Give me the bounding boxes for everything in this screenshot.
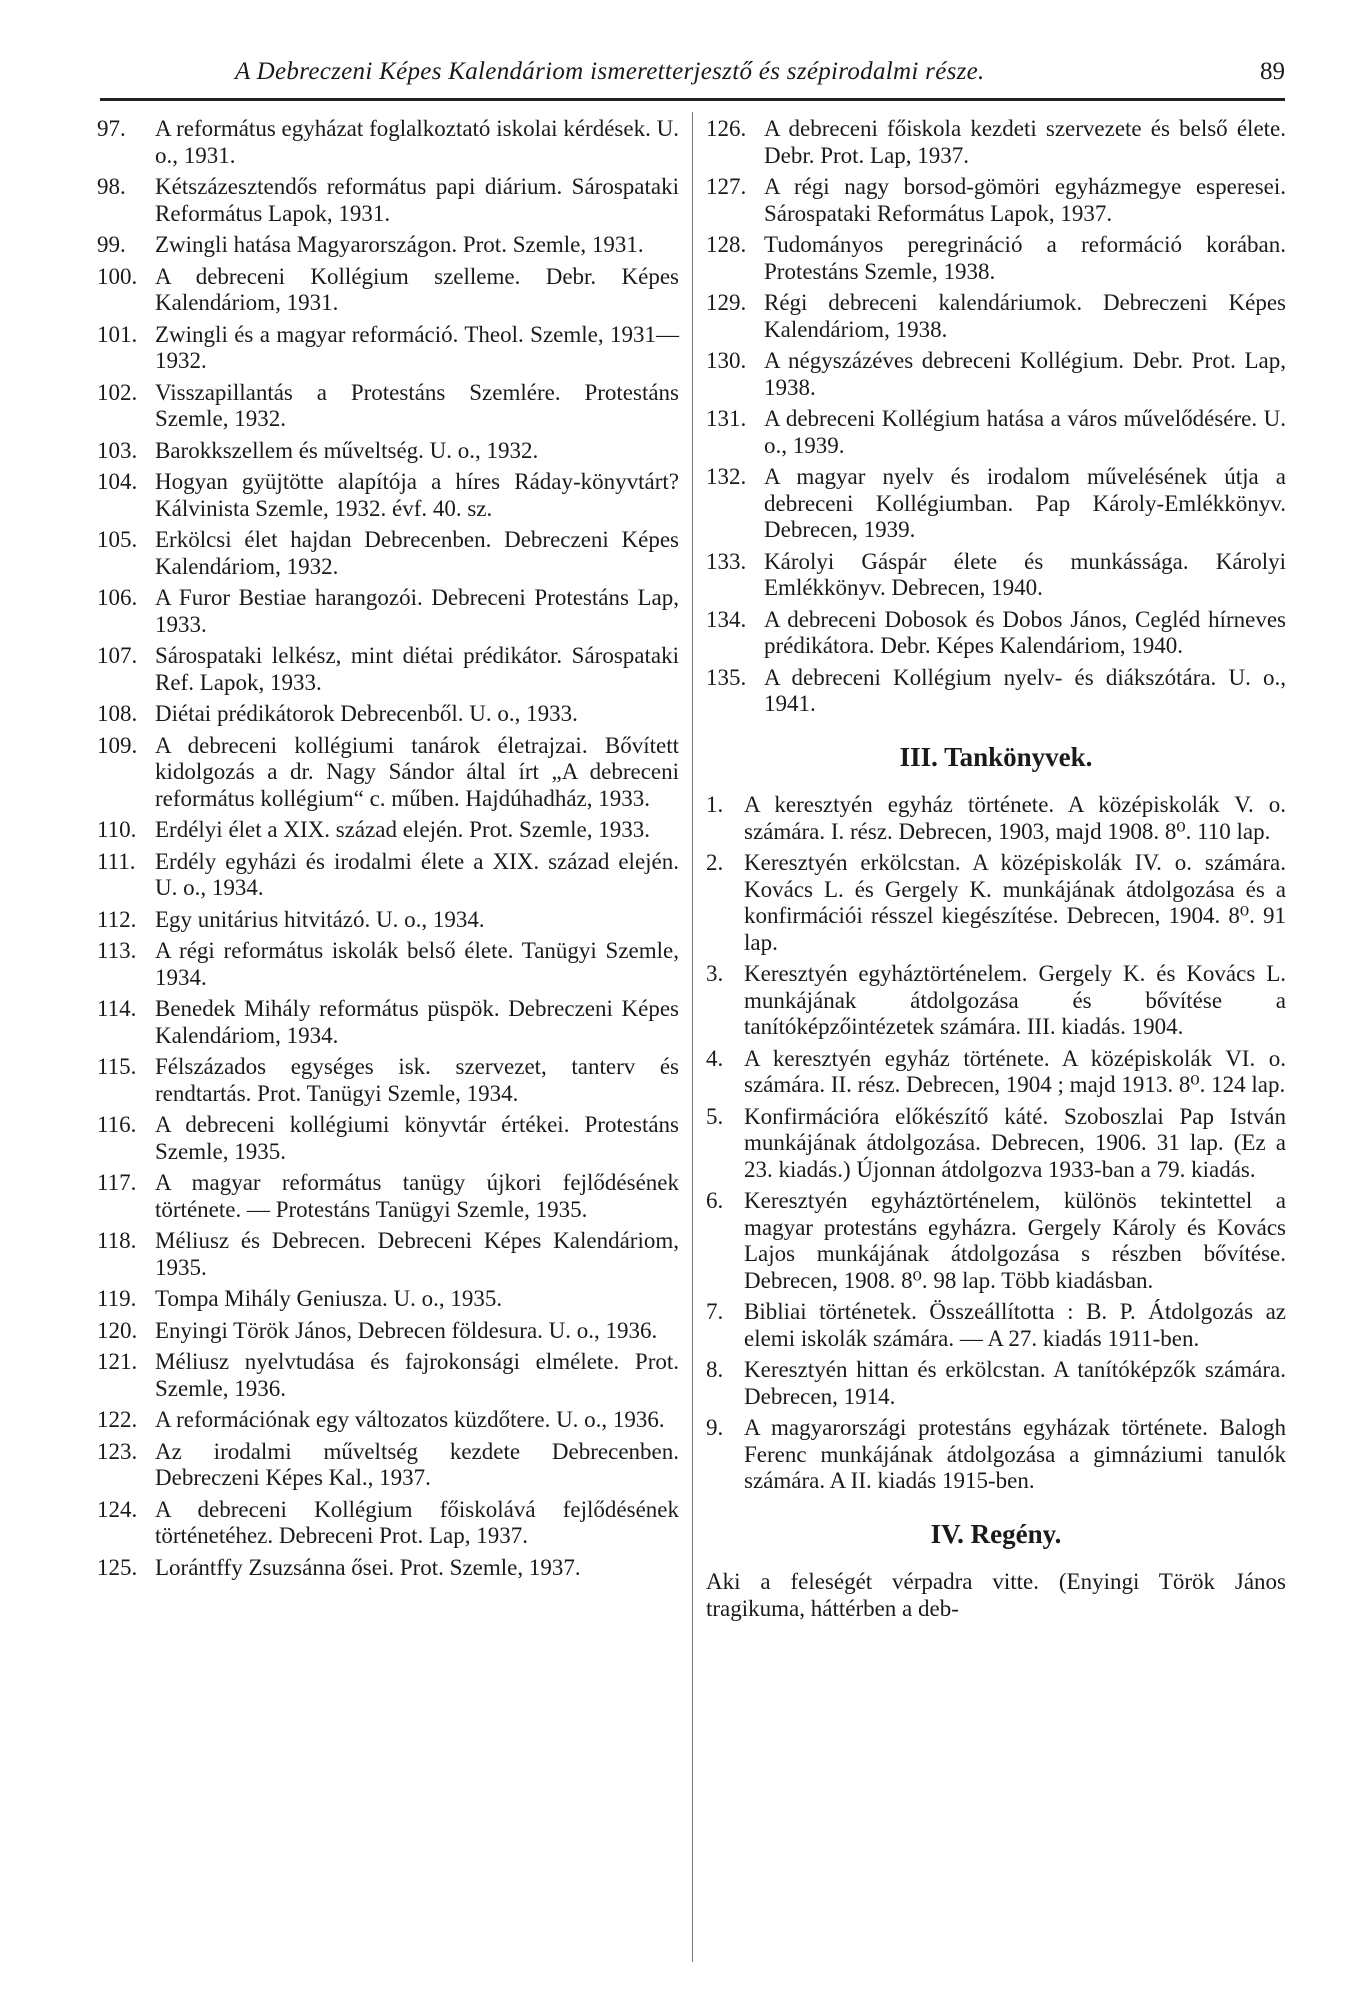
section-heading-textbooks: III. Tankönyvek. — [899, 741, 1093, 772]
bibliography-entry — [706, 607, 1286, 660]
bibliography-entry — [706, 290, 1286, 343]
entry-text: Erdélyi élet a XIX. század elején. Prot. Szemle, 1933. — [155, 817, 650, 842]
entry-number: 122. — [97, 1407, 138, 1432]
entry-text: Kétszázesztendős református papi diárium. Sárospataki Református Lapok, 1931. — [155, 174, 679, 226]
entry-number: 99. — [97, 232, 126, 257]
entry-text: Félszázados egységes isk. szervezet, tanterv és rendtartás. Prot. Tanügyi Szemle, 1934. — [155, 1054, 679, 1106]
bibliography-entry — [97, 322, 679, 375]
entry-number: 114. — [97, 996, 137, 1021]
bibliography-entry — [97, 1318, 679, 1345]
entry-number: 2. — [706, 850, 724, 875]
entry-number: 134. — [706, 606, 747, 632]
bibliography-entry — [97, 1555, 679, 1582]
entry-number: 116. — [97, 1112, 137, 1137]
bibliography-entry — [706, 1415, 1286, 1495]
bibliography-entry — [97, 643, 679, 696]
bibliography-entry — [97, 1407, 679, 1434]
entry-text: A régi református iskolák belső élete. Tanügyi Szemle, 1934. — [155, 938, 679, 990]
entry-number: 128. — [706, 232, 747, 257]
bibliography-entry — [706, 1299, 1286, 1352]
bibliography-entry — [97, 907, 679, 934]
entry-number: 131. — [706, 406, 747, 431]
bibliography-entry — [97, 733, 679, 813]
bibliography-entry — [97, 1170, 679, 1223]
entry-text: A keresztyén egyház története. A középiskolák V. o. számára. I. rész. Debrecen, 1903, majd 1908. 8⁰. 110 lap. — [744, 792, 1286, 844]
entry-text: A keresztyén egyház története. A középiskolák VI. o. számára. II. rész. Debrecen, 1904 ; majd 1913. 8⁰. 124 lap. — [744, 1045, 1286, 1097]
bibliography-entry — [706, 665, 1286, 718]
entry-number: 126. — [706, 116, 747, 141]
bibliography-entry — [706, 1046, 1286, 1099]
entry-number: 8. — [706, 1357, 724, 1382]
entry-number: 135. — [706, 664, 747, 690]
bibliography-entry — [97, 116, 679, 169]
bibliography-entry — [97, 469, 679, 522]
entry-text: Régi debreceni kalendáriumok. Debreczeni Képes Kalendáriom, 1938. — [764, 290, 1286, 342]
bibliography-entry — [97, 380, 679, 433]
bibliography-entry — [97, 1349, 679, 1402]
entry-text: Bibliai történetek. Összeállította : B. P. Átdolgozás az elemi iskolák számára. — A 27. kiadás 1911-ben. — [744, 1299, 1286, 1351]
bibliography-entry — [97, 232, 679, 259]
textbook-list — [706, 792, 1286, 1495]
bibliography-entry — [706, 1104, 1286, 1184]
bibliography-entry — [97, 817, 679, 844]
entry-number: 132. — [706, 464, 747, 489]
bibliography-entry — [97, 1112, 679, 1165]
running-header — [100, 58, 1285, 92]
entry-number: 117. — [97, 1170, 137, 1195]
entry-number: 120. — [97, 1317, 138, 1343]
entry-text: A debreceni Kollégium főiskolává fejlődésének történetéhez. Debreceni Prot. Lap, 1937. — [155, 1496, 679, 1548]
entry-number: 98. — [97, 174, 126, 199]
entry-number: 127. — [706, 174, 747, 199]
entry-number: 9. — [706, 1415, 724, 1440]
entry-text: A debreceni Kollégium szelleme. Debr. Képes Kalendáriom, 1931. — [155, 263, 679, 315]
entry-number: 129. — [706, 290, 747, 315]
entry-number: 7. — [706, 1299, 724, 1324]
entry-text: A debreceni Kollégium hatása a város művelődésére. U. o., 1939. — [764, 406, 1286, 458]
right-column — [706, 116, 1286, 1622]
entry-number: 113. — [97, 938, 137, 963]
bibliography-entry — [706, 116, 1286, 169]
entry-text: Erdély egyházi és irodalmi élete a XIX. század elején. U. o., 1934. — [155, 848, 679, 900]
entry-text: Méliusz nyelvtudása és fajrokonsági elmélete. Prot. Szemle, 1936. — [155, 1349, 679, 1401]
entry-text: A debreceni Kollégium nyelv- és diákszótára. U. o., 1941. — [764, 664, 1286, 716]
entry-text: Az irodalmi műveltség kezdete Debrecenben. Debreczeni Képes Kal., 1937. — [155, 1438, 679, 1490]
entry-text: Keresztyén hittan és erkölcstan. A tanítóképzők számára. Debrecen, 1914. — [744, 1357, 1286, 1409]
entry-text: A magyar nyelv és irodalom művelésének útja a debreceni Kollégiumban. Pap Károly-Emlékkönyv. Debrecen, 1939. — [764, 464, 1286, 542]
entry-number: 115. — [97, 1054, 137, 1079]
entry-text: Lorántffy Zsuzsánna ősei. Prot. Szemle, 1937. — [155, 1554, 581, 1580]
entry-number: 103. — [97, 437, 138, 463]
bibliography-entry — [97, 438, 679, 465]
entry-text: A debreceni kollégiumi könyvtár értékei. Protestáns Szemle, 1935. — [155, 1112, 679, 1164]
entry-number: 102. — [97, 379, 138, 405]
entry-text: A debreceni főiskola kezdeti szervezete és belső élete. Debr. Prot. Lap, 1937. — [764, 116, 1286, 168]
entry-number: 3. — [706, 961, 724, 986]
bibliography-entry — [706, 464, 1286, 544]
entry-number: 130. — [706, 348, 747, 373]
running-title: A Debreczeni Képes Kalendáriom ismeretterjesztő és szépirodalmi része. — [235, 58, 985, 85]
entry-text: Enyingi Török János, Debrecen földesura. U. o., 1936. — [155, 1317, 658, 1343]
bibliography-entry — [97, 1439, 679, 1492]
header-rule — [100, 98, 1285, 101]
bibliography-entry — [97, 174, 679, 227]
entry-text: Károlyi Gáspár élete és munkássága. Károlyi Emlékkönyv. Debrecen, 1940. — [764, 548, 1286, 600]
entry-number: 118. — [97, 1228, 137, 1253]
entry-text: Hogyan gyüjtötte alapítója a híres Ráday-könyvtárt? Kálvinista Szemle, 1932. évf. 40. sz. — [155, 469, 679, 521]
entry-text: Benedek Mihály református püspök. Debreczeni Képes Kalendáriom, 1934. — [155, 996, 679, 1048]
entry-number: 107. — [97, 643, 138, 668]
bibliography-entry — [97, 1228, 679, 1281]
entry-text: Sárospataki lelkész, mint diétai prédikátor. Sárospataki Ref. Lapok, 1933. — [155, 643, 679, 695]
entry-text: Tudományos peregrináció a reformáció korában. Protestáns Szemle, 1938. — [764, 232, 1286, 284]
entry-text: Méliusz és Debrecen. Debreceni Képes Kalendáriom, 1935. — [155, 1228, 679, 1280]
entry-number: 104. — [97, 469, 138, 494]
bibliography-entry — [706, 1357, 1286, 1410]
entry-number: 124. — [97, 1496, 138, 1522]
left-column — [97, 116, 679, 1586]
entry-text: Keresztyén egyháztörténelem. Gergely K. és Kovács L. munkájának átdolgozása és bővítése a tanítóképzőintézetek számára. III. kiadás. 1904. — [744, 961, 1286, 1039]
entry-text: Barokkszellem és műveltség. U. o., 1932. — [155, 437, 539, 463]
entry-text: Keresztyén erkölcstan. A középiskolák IV. o. számára. Kovács L. és Gergely K. munkájának átdolgozása és a konfirmációi résszel kiegészítése. Debrecen, 1904. 8⁰. 91 lap. — [744, 850, 1286, 955]
entry-text: A Furor Bestiae harangozói. Debreceni Protestáns Lap, 1933. — [155, 585, 679, 637]
entry-number: 109. — [97, 732, 138, 758]
entry-number: 101. — [97, 321, 138, 347]
entry-number: 5. — [706, 1103, 724, 1129]
bibliography-entry — [97, 1054, 679, 1107]
entry-text: A magyarországi protestáns egyházak története. Balogh Ferenc munkájának átdolgozása a gimnáziumi tanulók számára. A II. kiadás 1915-ben. — [744, 1415, 1286, 1493]
bibliography-entry — [97, 585, 679, 638]
novel-entry: Aki a feleségét vérpadra vitte. (Enyingi Török János tragikuma, háttérben a deb- — [706, 1569, 1286, 1621]
entry-number: 108. — [97, 701, 138, 726]
entry-number: 123. — [97, 1438, 138, 1464]
bibliography-entry — [97, 264, 679, 317]
entry-text: A debreceni Dobosok és Dobos János, Cegléd hírneves prédikátora. Debr. Képes Kalendáriom, 1940. — [764, 606, 1286, 658]
bibliography-entry — [97, 1286, 679, 1313]
entry-text: A református egyházat foglalkoztató iskolai kérdések. U. o., 1931. — [155, 116, 679, 168]
bibliography-entry — [97, 701, 679, 728]
column-divider — [692, 112, 693, 1962]
page-number: 89 — [1260, 58, 1285, 85]
bibliography-entry — [706, 174, 1286, 227]
bibliography-entry — [706, 792, 1286, 845]
entry-text: Konfirmációra előkészítő káté. Szoboszlai Pap István munkájának átdolgozása. Debrecen, 1906. 31 lap. (Ez a 23. kiadás.) Újonnan átdolgozva 1933-ban a 79. kiadás. — [744, 1103, 1286, 1182]
entry-number: 110. — [97, 817, 137, 842]
entry-text: A reformációnak egy változatos küzdőtere. U. o., 1936. — [155, 1407, 665, 1432]
entry-number: 121. — [97, 1349, 138, 1374]
entry-text: Zwingli és a magyar reformáció. Theol. Szemle, 1931—1932. — [155, 321, 679, 373]
entry-text: Tompa Mihály Geniusza. U. o., 1935. — [155, 1286, 503, 1311]
bibliography-entry — [97, 1497, 679, 1550]
entry-text: Egy unitárius hitvitázó. U. o., 1934. — [155, 906, 485, 932]
entry-text: Zwingli hatása Magyarországon. Prot. Szemle, 1931. — [155, 232, 644, 257]
entry-text: A régi nagy borsod-gömöri egyházmegye esperesei. Sárospataki Református Lapok, 1937. — [764, 174, 1286, 226]
bibliography-entry — [97, 527, 679, 580]
entry-number: 105. — [97, 527, 138, 552]
entry-number: 133. — [706, 548, 747, 574]
entry-number: 6. — [706, 1188, 724, 1213]
bibliography-entry — [97, 996, 679, 1049]
entry-text: A magyar református tanügy újkori fejlődésének története. — Protestáns Tanügyi Szemle, 1935. — [155, 1170, 679, 1222]
entry-text: Erkölcsi élet hajdan Debrecenben. Debreczeni Képes Kalendáriom, 1932. — [155, 527, 679, 579]
entry-text: Diétai prédikátorok Debrecenből. U. o., 1933. — [155, 701, 578, 726]
entry-number: 106. — [97, 585, 138, 610]
bibliography-entry — [706, 549, 1286, 602]
entry-text: A debreceni kollégiumi tanárok életrajzai. Bővített kidolgozás a dr. Nagy Sándor által írt „A debreceni református kollégium“ c. műben. Hajdúhadház, 1933. — [155, 732, 679, 811]
bibliography-entry — [97, 938, 679, 991]
entry-text: Keresztyén egyháztörténelem, különös tekintettel a magyar protestáns egyházra. Gergely Károly és Kovács Lajos munkájának átdolgozása s részben bővítése. Debrecen, 1908. 8⁰. 98 lap. Több kiadásban. — [744, 1188, 1286, 1293]
entry-number: 97. — [97, 116, 126, 141]
bibliography-entry — [97, 849, 679, 902]
entry-number: 1. — [706, 792, 724, 817]
entry-text: Visszapillantás a Protestáns Szemlére. Protestáns Szemle, 1932. — [155, 379, 679, 431]
bibliography-entry — [706, 961, 1286, 1041]
entry-number: 125. — [97, 1554, 138, 1580]
bibliography-entry — [706, 1188, 1286, 1294]
bibliography-entry — [706, 348, 1286, 401]
entry-text: A négyszázéves debreceni Kollégium. Debr. Prot. Lap, 1938. — [764, 348, 1286, 400]
bibliography-list-continued — [706, 116, 1286, 718]
bibliography-entry — [706, 850, 1286, 956]
entry-number: 119. — [97, 1286, 137, 1311]
entry-number: 112. — [97, 906, 137, 932]
entry-number: 100. — [97, 263, 138, 289]
bibliography-entry — [706, 406, 1286, 459]
section-heading-novel: IV. Regény. — [930, 1518, 1062, 1549]
bibliography-entry — [706, 232, 1286, 285]
entry-number: 111. — [97, 848, 136, 874]
entry-number: 4. — [706, 1045, 724, 1071]
